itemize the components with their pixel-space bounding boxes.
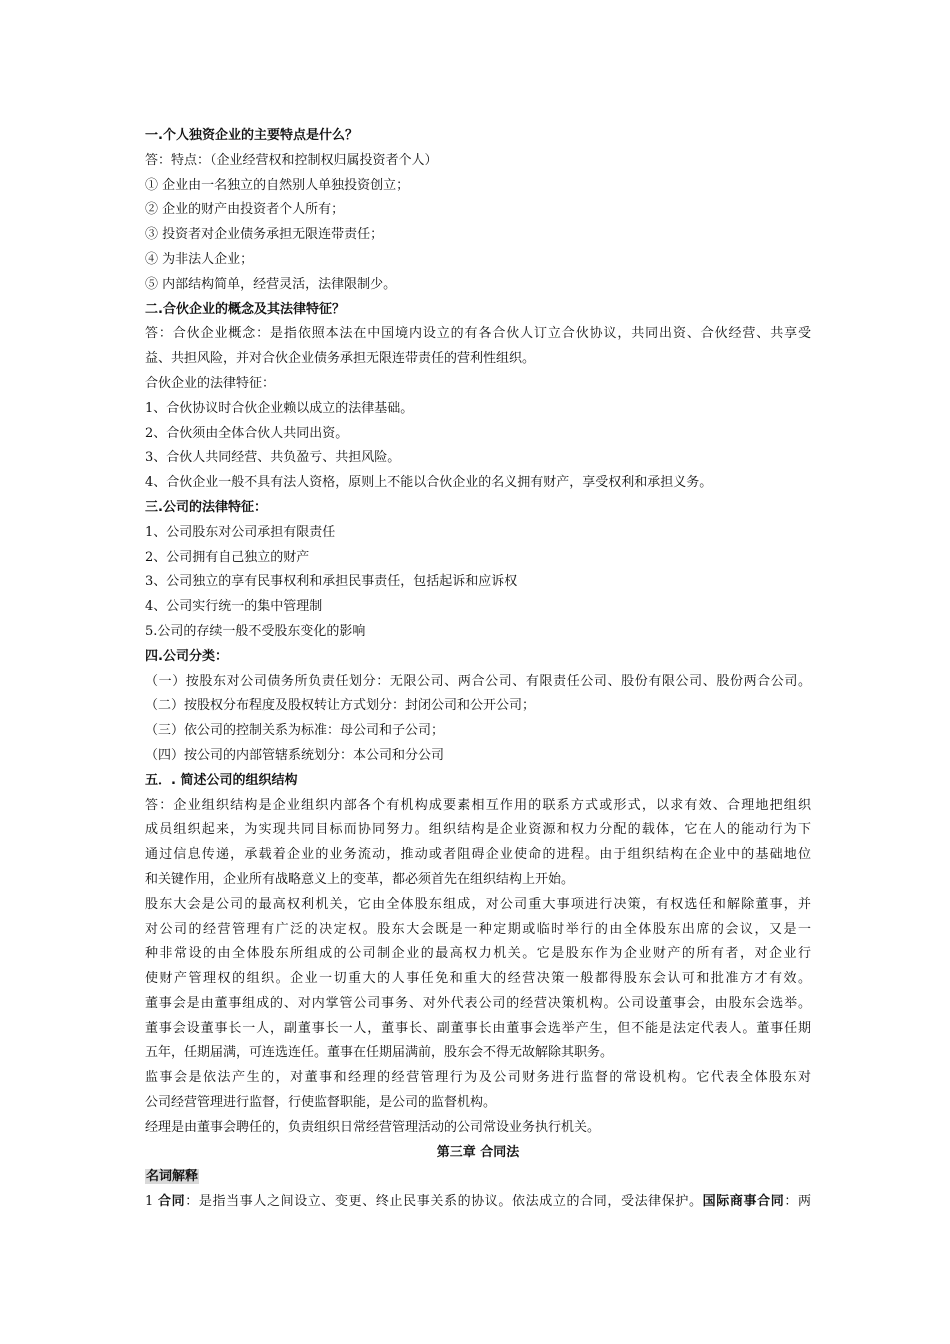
section-heading-2: 二.合伙企业的概念及其法律特征？ (145, 301, 345, 317)
definition-text-2: ：两 (784, 1194, 811, 1210)
text-line: 五年，任期届满，可连选连任。董事在任期届满前，股东会不得无故解除其职务。 (145, 1045, 614, 1061)
text-line: 和关键作用，企业所有战略意义上的变革，都必须首先在组织结构上开始。 (145, 871, 575, 887)
term-heading-row (145, 1165, 811, 1190)
text-line: 董事会是由董事组成的、对内掌管公司事务、对外代表公司的经营决策机构。公司设董事会，由股东会选举。 (145, 995, 811, 1011)
section-heading-5: 五．. 简述公司的组织结构 (145, 772, 298, 788)
text-line: 合伙企业的法律特征： (145, 375, 276, 391)
text-line: （四）按公司的内部管辖系统划分：本公司和分公司 (145, 747, 445, 763)
text-line: 3、公司独立的享有民事权利和承担民事责任，包括起诉和应诉权 (145, 574, 518, 590)
text-line: 股东大会是公司的最高权利机关，它由全体股东组成，对公司重大事项进行决策，有权选任和解除董事，并 (145, 896, 811, 912)
text-line: 1、公司股东对公司承担有限责任 (145, 524, 336, 540)
section-heading-3: 三.公司的法律特征： (145, 499, 267, 515)
term-heading: 名词解释 (146, 1169, 199, 1185)
term-contract: 合同 (158, 1194, 186, 1210)
text-line: 公司经营管理进行监督，行使监督职能，是公司的监督机构。 (145, 1095, 497, 1111)
definition-line (145, 1190, 811, 1215)
text-line: 益、共担风险，并对合伙企业债务承担无限连带责任的营利性组织。 (145, 351, 536, 367)
text-line: 答：企业组织结构是企业组织内部各个有机构成要素相互作用的联系方式或形式，以求有效、合理地把组织 (145, 797, 811, 813)
section-heading-4: 四.公司分类： (145, 648, 228, 664)
text-line: 通过信息传递，承载着企业的业务流动，推动或者阻碍企业使命的进程。由于组织结构在企业中的基础地位 (145, 847, 811, 863)
text-line: 答：特点：（企业经营权和控制权归属投资者个人） (145, 152, 438, 168)
chapter-title: 第三章 合同法 (436, 1144, 520, 1160)
text-line: 使财产管理权的组织。企业一切重大的人事任免和重大的经营决策一般都得股东会认可和批准方才有效。 (145, 971, 811, 987)
text-line: 3、合伙人共同经营、共负盈亏、共担风险。 (145, 450, 401, 466)
text-line: （二）按股权分布程度及股权转让方式划分：封闭公司和公开公司； (145, 698, 536, 714)
text-line: ② 企业的财产由投资者个人所有； (145, 202, 345, 218)
definition-text: ：是指当事人之间设立、变更、终止民事关系的协议。依法成立的合同，受法律保护。 (185, 1194, 703, 1210)
text-line: 4、合伙企业一般不具有法人资格，原则上不能以合伙企业的名义拥有财产，享受权利和承担义务。 (145, 475, 713, 491)
section-heading-1: 一.个人独资企业的主要特点是什么？ (145, 128, 358, 143)
text-line: （三）依公司的控制关系为标准：母公司和子公司； (145, 723, 445, 739)
text-line: 董事会设董事长一人，副董事长一人，董事长、副董事长由董事会选举产生，但不能是法定代表人。董事任期 (145, 1020, 811, 1036)
term-intl-contract: 国际商事合同 (702, 1194, 785, 1210)
text-line: ③ 投资者对企业债务承担无限连带责任； (145, 227, 384, 243)
text-line: ⑤ 内部结构简单，经营灵活，法律限制少。 (145, 276, 397, 292)
text-line: 5.公司的存续一般不受股东变化的影响 (145, 623, 366, 639)
text-line: 2、公司拥有自己独立的财产 (145, 549, 310, 565)
text-line: ① 企业由一名独立的自然别人单独投资创立； (145, 177, 410, 193)
text-line: 4、公司实行统一的集中管理制 (145, 599, 323, 615)
text-line: （一）按股东对公司债务所负责任划分：无限公司、两合公司、有限责任公司、股份有限公司、股份两合公司。 (145, 673, 811, 689)
text-line: 1、合伙协议时合伙企业赖以成立的法律基础。 (145, 400, 414, 416)
text-line: 答：合伙企业概念：是指依照本法在中国境内设立的有各合伙人订立合伙协议，共同出资、合伙经营、共享受 (145, 326, 811, 342)
text-line: 成员组织起来，为实现共同目标而协同努力。组织结构是企业资源和权力分配的载体，它在人的能动行为下 (145, 822, 811, 838)
text-line: 2、合伙须由全体合伙人共同出资。 (145, 425, 349, 441)
text-line: 监事会是依法产生的，对董事和经理的经营管理行为及公司财务进行监督的常设机构。它代表全体股东对 (145, 1070, 811, 1086)
document-page (145, 124, 811, 1215)
item-number: 1 (145, 1194, 159, 1210)
text-line: ④ 为非法人企业； (145, 251, 254, 267)
text-line: 经理是由董事会聘任的，负责组织日常经营管理活动的公司常设业务执行机关。 (145, 1119, 601, 1135)
text-line: 对公司的经营管理有广泛的决定权。股东大会既是一种定期或临时举行的由全体股东出席的会议，又是一 (145, 921, 811, 937)
text-line: 种非常设的由全体股东所组成的公司制企业的最高权力机关。它是股东作为企业财产的所有者，对企业行 (145, 946, 811, 962)
